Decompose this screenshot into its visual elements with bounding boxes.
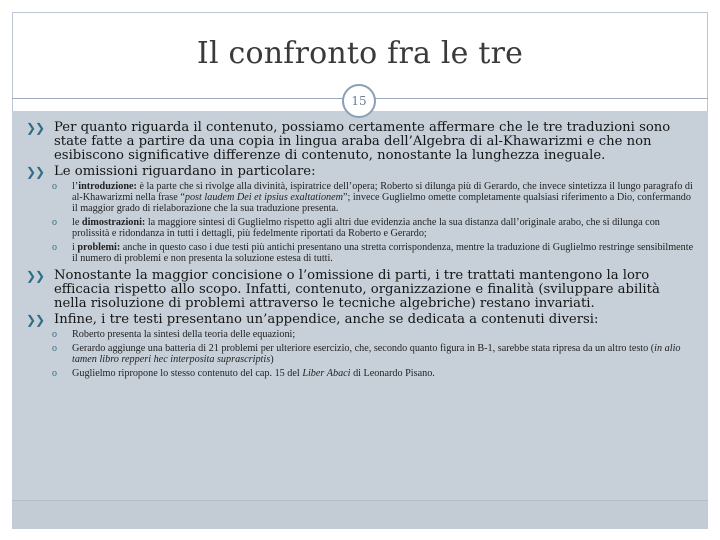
sub-bullet-tail: di Leonardo Pisano. <box>350 368 435 379</box>
sub-bullet-text: anche in questo caso i due testi più antichi presentano una stretta corrispondenza, mentre la traduzione di Guglielmo restringe sensibilmente il numero di problemi e non presenta la soluzione estesa di tutti. <box>72 242 694 264</box>
sub-bullet-text: Roberto presenta la sintesi della teoria delle equazioni; <box>72 329 296 340</box>
sub-bullet-quote: Liber Abaci <box>302 368 351 379</box>
sub-bullet-item <box>26 343 694 365</box>
page-number-badge: 15 <box>342 84 376 118</box>
sub-bullet-text: la maggiore sintesi di Guglielmo rispetto agli altri due evidenzia anche la sua distanza dall’originale arabo, che si dilunga con prolissità e ridondanza in tutti i dettagli, più fedelmente riportati da Roberto e Gerardo; <box>72 217 660 239</box>
sub-bullet-tail: ) <box>270 354 274 365</box>
sub-bullet-lead: i <box>72 242 78 253</box>
bullet-text: Nonostante la maggior concisione o l’omissione di parti, i tre trattati mantengono la loro efficacia rispetto allo scopo. Infatti, contenuto, organizzazione e finalità (sviluppare abilità nella risoluzione di problemi attraverso le tecniche algebriche) restano invariati. <box>54 268 660 311</box>
sub-bullet-tail: ”; invece Guglielmo omette completamente qualsiasi riferimento a Dio, confermando il maggior grado di rielaborazione che la sua traduzione presenta. <box>72 192 691 214</box>
sub-bullet-item <box>26 217 694 239</box>
circle-bullet-icon: o <box>52 329 57 340</box>
circle-bullet-icon: o <box>52 217 57 228</box>
sub-bullet-item <box>26 242 694 264</box>
bullet-item <box>26 121 694 163</box>
bullet-item <box>26 313 694 327</box>
sub-bullet-keyword: problemi: <box>77 242 121 253</box>
double-chevron-bullet-icon: ❯❯ <box>26 165 45 179</box>
double-chevron-bullet-icon: ❯❯ <box>26 121 45 135</box>
bullet-item <box>26 165 694 179</box>
bullet-text: Infine, i tre testi presentano un’appendice, anche se dedicata a contenuti diversi: <box>54 312 599 327</box>
sub-bullet-item <box>26 329 694 340</box>
circle-bullet-icon: o <box>52 242 57 253</box>
sub-bullet-lead: le <box>72 217 82 228</box>
bullet-text: Per quanto riguarda il contenuto, possiamo certamente affermare che le tre traduzioni sono state fatte a partire da una copia in lingua araba dell’Algebra di al-Khawarizmi e che non esibiscono significative differenze di contenuto, nonostante la lunghezza ineguale. <box>54 120 671 163</box>
sub-bullet-text: è la parte che si rivolge alla divinità, ispiratrice dell’opera; Roberto si dilunga più di Gerardo, che invece sintetizza il lungo paragrafo di al-Khawarizmi nella frase “ <box>72 181 693 203</box>
footer-band <box>12 500 708 529</box>
bullet-text: Le omissioni riguardano in particolare: <box>54 164 316 179</box>
circle-bullet-icon: o <box>52 181 57 192</box>
circle-bullet-icon: o <box>52 343 57 354</box>
double-chevron-bullet-icon: ❯❯ <box>26 269 45 283</box>
sub-bullet-quote: post laudem Dei et ipsius exaltationem <box>184 192 344 203</box>
sub-bullet-lead: l’ <box>72 181 79 192</box>
double-chevron-bullet-icon: ❯❯ <box>26 313 45 327</box>
sub-bullet-item <box>26 181 694 214</box>
sub-bullet-item <box>26 368 694 379</box>
sub-bullet-text: Guglielmo ripropone lo stesso contenuto del cap. 15 del <box>72 368 303 379</box>
sub-bullet-keyword: dimostrazioni: <box>81 217 146 228</box>
sub-bullet-keyword: introduzione: <box>78 181 137 192</box>
sub-bullet-quote: in alio tamen libro repperi hec interposita suprascriptis <box>72 343 681 365</box>
slide-title: Il confronto fra le tre <box>196 36 524 71</box>
circle-bullet-icon: o <box>52 368 57 379</box>
slide-body <box>26 121 694 382</box>
sub-bullet-text: Gerardo aggiunge una batteria di 21 problemi per ulteriore esercizio, che, secondo quanto figura in B-1, sarebbe stata ripresa da un altro testo ( <box>72 343 655 354</box>
bullet-item <box>26 269 694 311</box>
